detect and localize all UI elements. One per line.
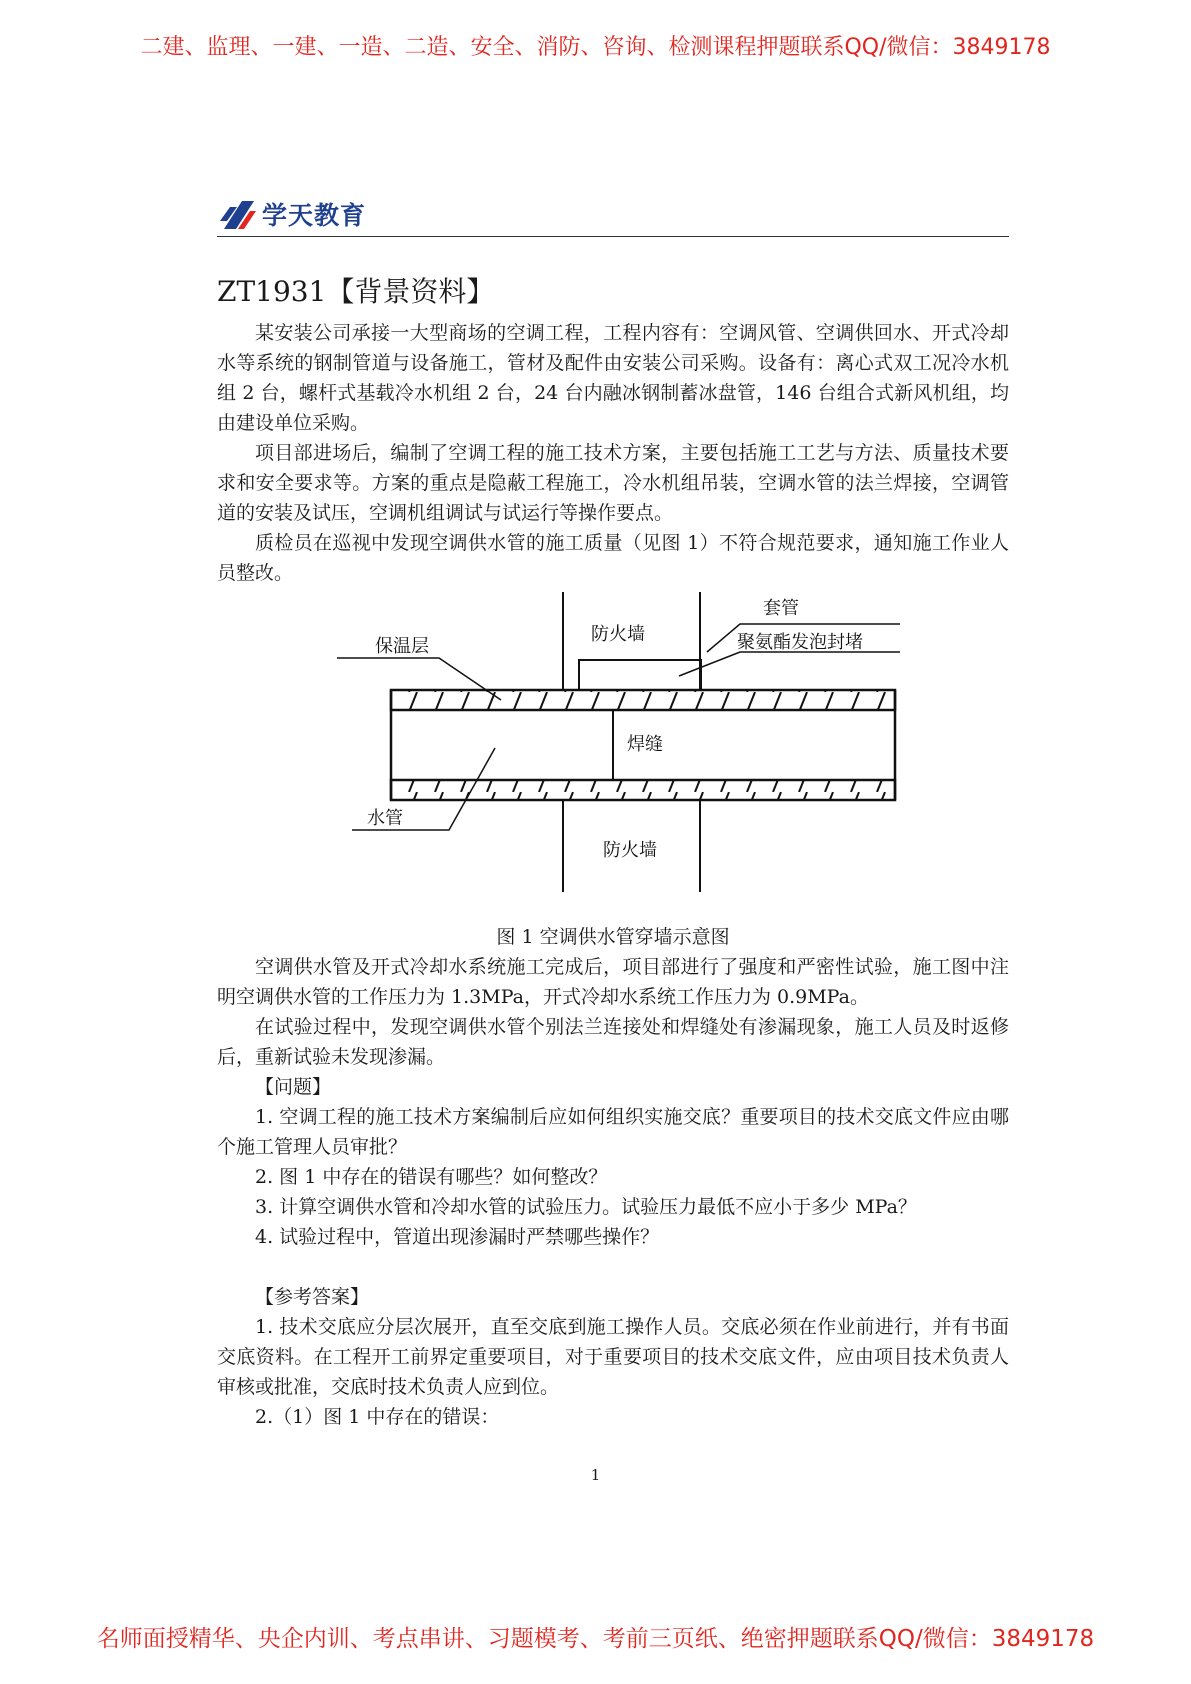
figure-caption: 图 1 空调供水管穿墙示意图 [496, 926, 730, 948]
document-body [217, 272, 1009, 1432]
label-weld: 焊缝 [627, 734, 663, 755]
question-item: 3. 计算空调供水管和冷却水管的试验压力。试验压力最低不应小于多少 MPa？ [255, 1196, 917, 1218]
section-heading: ZT1931【背景资料】 [217, 275, 495, 308]
logo-text: 学天教育 [262, 201, 367, 230]
question-item: 2. 图 1 中存在的错误有哪些？如何整改？ [255, 1166, 608, 1188]
label-sleeve: 套管 [763, 598, 799, 619]
label-firewall-top: 防火墙 [591, 624, 645, 645]
page-number: 1 [590, 1466, 601, 1484]
label-foam-seal: 聚氨酯发泡封堵 [737, 632, 863, 653]
answer-item: 1. 技术交底应分层次展开，直至交底到施工操作人员。交底必须在作业前进行，并有书面交底资料。在工程开工前界定重要项目，对于重要项目的技术交底文件，应由项目技术负责人审核或批准，交底时技术负责人应到位。 [217, 1316, 1009, 1398]
logo [220, 196, 366, 232]
answers-title: 【参考答案】 [255, 1286, 370, 1308]
header-rule [217, 236, 1009, 237]
paragraph: 在试验过程中，发现空调供水管个别法兰连接处和焊缝处有渗漏现象，施工人员及时返修后，重新试验未发现渗漏。 [217, 1016, 1009, 1068]
question-item: 4. 试验过程中，管道出现渗漏时严禁哪些操作？ [255, 1226, 660, 1248]
question-item: 1. 空调工程的施工技术方案编制后应如何组织实施交底？重要项目的技术交底文件应由哪个施工管理人员审批？ [217, 1106, 1009, 1158]
label-insulation: 保温层 [375, 636, 429, 657]
answer-item: 2.（1）图 1 中存在的错误： [255, 1406, 500, 1428]
top-banner: 二建、监理、一建、一造、二造、安全、消防、咨询、检测课程押题联系QQ/微信：3849178 [140, 35, 1051, 60]
paragraph: 空调供水管及开式冷却水系统施工完成后，项目部进行了强度和严密性试验，施工图中注明空调供水管的工作压力为 1.3MPa，开式冷却水系统工作压力为 0.9MPa。 [217, 956, 1009, 1008]
pipe-wall-diagram [217, 592, 1009, 922]
label-water-pipe: 水管 [367, 808, 403, 829]
questions-title: 【问题】 [255, 1076, 332, 1098]
xuetian-logo-icon [220, 199, 256, 229]
spacer [217, 1252, 1009, 1282]
paragraph: 质检员在巡视中发现空调供水管的施工质量（见图 1）不符合规范要求，通知施工作业人员整改。 [217, 532, 1009, 584]
bottom-banner: 名师面授精华、央企内训、考点串讲、习题模考、考前三页纸、绝密押题联系QQ/微信：3849178 [96, 1626, 1095, 1652]
paragraph: 项目部进场后，编制了空调工程的施工技术方案，主要包括施工工艺与方法、质量技术要求和安全要求等。方案的重点是隐蔽工程施工，冷水机组吊装，空调水管的法兰焊接，空调管道的安装及试压，空调机组调试与试运行等操作要点。 [217, 442, 1009, 524]
paragraph: 某安装公司承接一大型商场的空调工程，工程内容有：空调风管、空调供回水、开式冷却水等系统的钢制管道与设备施工，管材及配件由安装公司采购。设备有：离心式双工况冷水机组 2 台，螺杆式基载冷水机组 2 台，24 台内融冰钢制蓄冰盘管，146 台组合式新风机组，均由建设单位采购。 [217, 322, 1009, 434]
label-firewall-bottom: 防火墙 [603, 840, 657, 861]
